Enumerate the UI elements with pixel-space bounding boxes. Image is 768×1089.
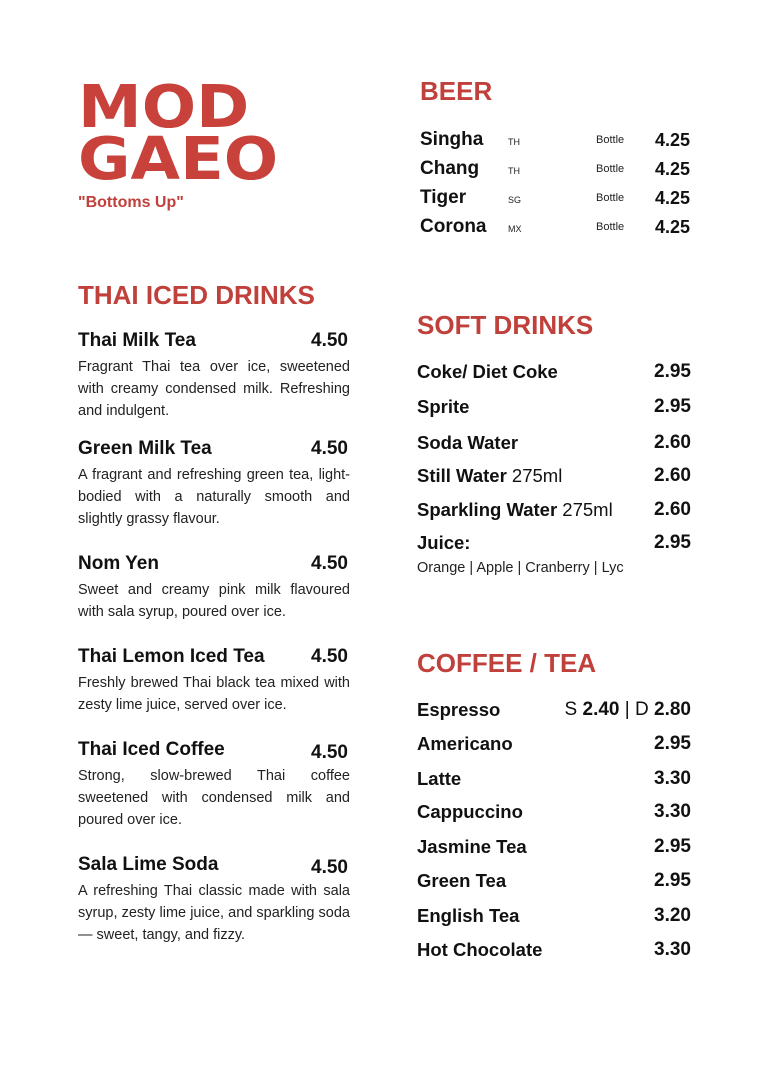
beer-row bbox=[420, 187, 692, 215]
soft-drink-row bbox=[417, 499, 691, 527]
soft-drink-row bbox=[417, 396, 691, 424]
drink-price: 2.60 bbox=[654, 432, 691, 453]
item-name: Nom Yen bbox=[78, 553, 159, 574]
soft-drinks-title: SOFT DRINKS bbox=[417, 310, 594, 340]
beer-price: 4.25 bbox=[654, 130, 690, 150]
drink-price: 3.30 bbox=[654, 939, 691, 960]
drink-name: Juice: bbox=[417, 532, 471, 553]
drink-name: Still Water bbox=[417, 465, 507, 486]
item-name: Thai Lemon Iced Tea bbox=[78, 646, 265, 667]
drink-price: 3.30 bbox=[654, 768, 691, 789]
beer-origin: MX bbox=[508, 224, 522, 234]
beer-origin: SG bbox=[508, 195, 522, 205]
menu-item bbox=[78, 438, 350, 530]
drink-name: Latte bbox=[417, 768, 462, 789]
item-description: Freshly brewed Thai black tea mixed with zesty lime juice, served over ice. bbox=[78, 675, 350, 713]
item-name: Thai Iced Coffee bbox=[78, 739, 225, 760]
drink-price: 2.60 bbox=[654, 499, 691, 520]
drink-name: English Tea bbox=[417, 905, 520, 926]
soft-drink-row bbox=[417, 361, 691, 389]
beer-name: Singha bbox=[420, 129, 484, 150]
soft-drink-row bbox=[417, 465, 691, 493]
beer-name: Tiger bbox=[420, 187, 467, 208]
item-name: Green Milk Tea bbox=[78, 438, 212, 459]
drink-name: Jasmine Tea bbox=[417, 836, 527, 857]
drink-price: 2.95 bbox=[654, 870, 691, 891]
thai-iced-drinks-title: THAI ICED DRINKS bbox=[78, 280, 315, 310]
logo-line-2: GAEO bbox=[78, 125, 279, 194]
menu-item bbox=[78, 330, 350, 422]
coffee-tea-title: COFFEE / TEA bbox=[417, 648, 597, 678]
item-price: 4.50 bbox=[311, 857, 348, 878]
item-price: 4.50 bbox=[311, 742, 348, 763]
beer-type: Bottle bbox=[596, 134, 625, 146]
beer-row bbox=[420, 216, 692, 244]
item-description: Strong, slow-brewed Thai coffee sweetened with condensed milk and poured over ice. bbox=[78, 768, 350, 828]
item-description: Fragrant Thai tea over ice, sweetened with creamy condensed milk. Refreshing and indulgent. bbox=[78, 359, 350, 419]
drink-size: 275ml bbox=[557, 499, 613, 520]
beer-name: Chang bbox=[420, 158, 480, 179]
soft-drink-row bbox=[417, 532, 691, 560]
item-price: 4.50 bbox=[311, 438, 348, 459]
coffee-row bbox=[417, 733, 691, 761]
menu-item bbox=[78, 646, 350, 716]
drink-name: Cappuccino bbox=[417, 801, 523, 822]
drink-name: Sprite bbox=[417, 396, 470, 417]
menu-item bbox=[78, 854, 350, 946]
beer-origin: TH bbox=[508, 166, 520, 176]
double-price: 2.80 bbox=[654, 699, 691, 720]
single-label: S bbox=[564, 699, 578, 720]
drink-price: 3.20 bbox=[654, 905, 691, 926]
drink-name: Green Tea bbox=[417, 870, 507, 891]
espresso-prices bbox=[565, 699, 691, 721]
drink-price: 3.30 bbox=[654, 801, 691, 822]
menu-item bbox=[78, 739, 350, 831]
beer-price: 4.25 bbox=[654, 188, 690, 208]
coffee-row-espresso bbox=[417, 699, 691, 727]
item-price: 4.50 bbox=[311, 553, 348, 574]
drink-price: 2.95 bbox=[654, 733, 691, 754]
soft-drink-row bbox=[417, 432, 691, 460]
drink-price: 2.95 bbox=[654, 396, 691, 417]
drink-price: 2.95 bbox=[654, 532, 691, 553]
beer-type: Bottle bbox=[596, 163, 625, 175]
item-price: 4.50 bbox=[311, 330, 348, 351]
juice-options: Orange | Apple | Cranberry | Lyc bbox=[417, 560, 624, 576]
drink-name: Coke/ Diet Coke bbox=[417, 361, 558, 382]
beer-title: BEER bbox=[420, 76, 493, 106]
coffee-row bbox=[417, 801, 691, 829]
drink-price: 2.60 bbox=[654, 465, 691, 486]
beer-type: Bottle bbox=[596, 221, 625, 233]
coffee-row bbox=[417, 905, 691, 933]
item-description: Sweet and creamy pink milk flavoured with sala syrup, poured over ice. bbox=[78, 582, 350, 620]
item-name: Sala Lime Soda bbox=[78, 854, 219, 875]
drink-name: Americano bbox=[417, 733, 513, 754]
drink-name: Soda Water bbox=[417, 432, 519, 453]
beer-price: 4.25 bbox=[654, 217, 690, 237]
tagline: "Bottoms Up" bbox=[78, 194, 184, 211]
beer-origin: TH bbox=[508, 137, 520, 147]
drink-size: 275ml bbox=[506, 465, 563, 486]
drink-price: 2.95 bbox=[654, 361, 691, 382]
beer-type: Bottle bbox=[596, 192, 625, 204]
double-label: D bbox=[635, 699, 649, 720]
coffee-row bbox=[417, 870, 691, 898]
drink-price: 2.95 bbox=[654, 836, 691, 857]
logo-line-1: MOD bbox=[78, 73, 250, 142]
item-description: A fragrant and refreshing green tea, light-bodied with a naturally smooth and slightly grassy flavour. bbox=[78, 467, 350, 527]
beer-row bbox=[420, 129, 692, 157]
item-description: A refreshing Thai classic made with sala syrup, zesty lime juice, and sparkling soda — sweet, tangy, and fizzy. bbox=[78, 883, 350, 943]
price-separator: | bbox=[624, 699, 630, 720]
beer-price: 4.25 bbox=[654, 159, 690, 179]
drink-name: Sparkling Water bbox=[417, 499, 558, 520]
single-price: 2.40 bbox=[582, 699, 620, 720]
coffee-row bbox=[417, 768, 691, 796]
menu-item bbox=[78, 553, 350, 623]
item-name: Thai Milk Tea bbox=[78, 330, 196, 351]
coffee-row bbox=[417, 836, 691, 864]
beer-name: Corona bbox=[420, 216, 487, 237]
drink-name: Espresso bbox=[417, 699, 501, 720]
item-price: 4.50 bbox=[311, 646, 348, 667]
coffee-row bbox=[417, 939, 691, 967]
drink-name: Hot Chocolate bbox=[417, 939, 543, 960]
beer-row bbox=[420, 158, 692, 186]
